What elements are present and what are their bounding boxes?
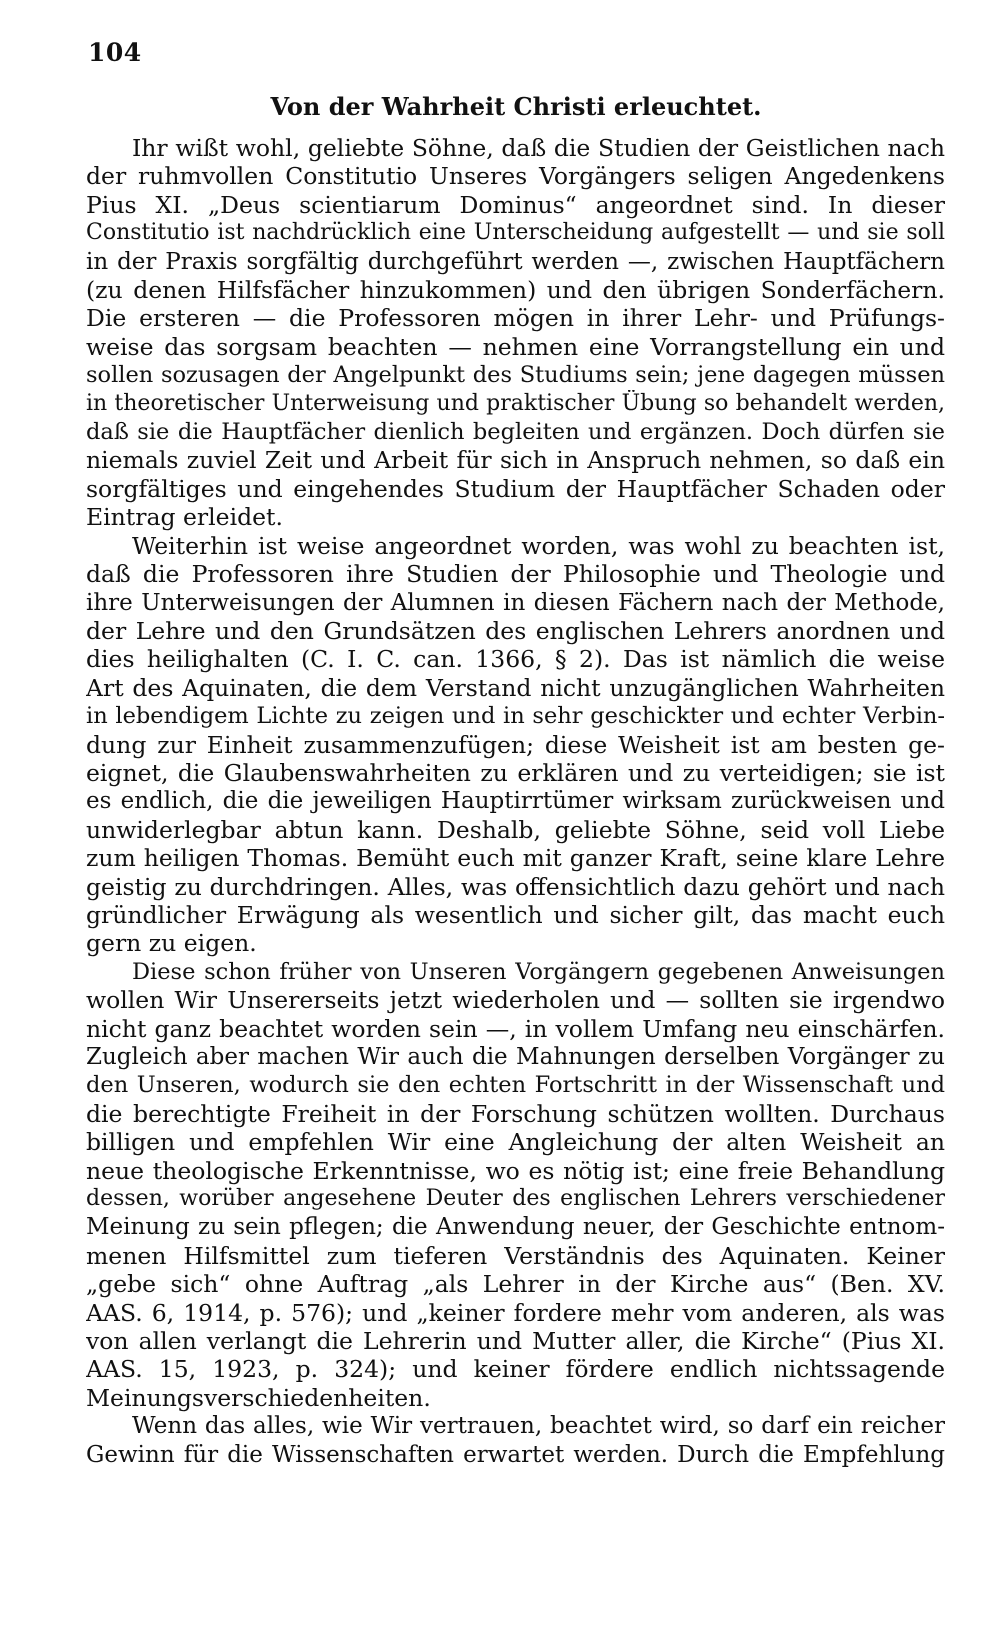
text-line: Ihr wißt wohl, geliebte Söhne, daß die Studien der Geistlichen nach: [132, 134, 945, 162]
text-line: weise das sorgsam beachten — nehmen eine Vorrangstellung ein und: [86, 332, 945, 361]
text-line: Pius XI. „Deus scientiarum Dominus“ angeordnet sind. In dieser: [86, 190, 945, 219]
section-heading: Von der Wahrheit Christi erleuchtet.: [270, 92, 762, 121]
text-line: gründlicher Erwägung als wesentlich und sicher gilt, das macht euch: [86, 900, 945, 929]
text-line: (zu denen Hilfsfächer hinzukommen) und den übrigen Sonderfächern.: [86, 276, 945, 305]
text-line: von allen verlangt die Lehrerin und Mutter aller, die Kirche“ (Pius XI.: [86, 1327, 945, 1356]
text-line: in lebendigem Lichte zu zeigen und in sehr geschickter und echter Verbin-: [86, 703, 945, 730]
paragraph: [86, 958, 945, 1413]
text-line: wollen Wir Unsererseits jetzt wiederholen und — sollten sie irgendwo: [86, 986, 945, 1015]
paragraph: [86, 134, 945, 532]
text-line: es endlich, die die jeweiligen Hauptirrtümer wirksam zurückweisen und: [86, 788, 945, 815]
body-text: [86, 134, 945, 1469]
text-line: daß die Professoren ihre Studien der Philosophie und Theologie und: [86, 560, 945, 589]
text-line: menen Hilfsmittel zum tieferen Verständnis des Aquinaten. Keiner: [86, 1241, 945, 1270]
text-line: sorgfältiges und eingehendes Studium der Hauptfächer Schaden oder: [86, 474, 945, 503]
text-line: in der Praxis sorgfältig durchgeführt werden —, zwischen Hauptfächern: [86, 248, 945, 275]
text-line: gern zu eigen.: [86, 929, 257, 958]
text-line: den Unseren, wodurch sie den echten Fortschritt in der Wissenschaft und: [86, 1072, 945, 1099]
text-line: Zugleich aber machen Wir auch die Mahnungen derselben Vorgänger zu: [86, 1044, 945, 1070]
paragraph: [86, 532, 945, 958]
text-line: in theoretischer Unterweisung und praktischer Übung so behandelt werden,: [86, 390, 945, 416]
text-line: Constitutio ist nachdrücklich eine Unterscheidung aufgestellt — und sie soll: [86, 220, 945, 246]
text-line: Diese schon früher von Unseren Vorgängern gegebenen Anweisungen: [132, 958, 945, 985]
text-line: Die ersteren — die Professoren mögen in ihrer Lehr- und Prüfungs-: [86, 304, 945, 333]
text-line: dessen, worüber angesehene Deuter des englischen Lehrers verschiedener: [86, 1186, 945, 1212]
text-line: neue theologische Erkenntnisse, wo es nötig ist; eine freie Behandlung: [86, 1156, 945, 1185]
page-number: 104: [88, 38, 142, 67]
text-line: Gewinn für die Wissenschaften erwartet werden. Durch die Empfehlung: [86, 1441, 945, 1468]
text-line: der ruhmvollen Constitutio Unseres Vorgängers seligen Angedenkens: [86, 162, 945, 191]
text-line: sollen sozusagen der Angelpunkt des Studiums sein; jene dagegen müssen: [86, 362, 945, 389]
text-line: Eintrag erleidet.: [86, 503, 283, 532]
text-line: dung zur Einheit zusammenzufügen; diese Weisheit ist am besten ge-: [86, 730, 945, 759]
text-line: Art des Aquinaten, die dem Verstand nicht unzugänglichen Wahrheiten: [86, 673, 945, 702]
text-line: der Lehre und den Grundsätzen des englischen Lehrers anordnen und: [86, 616, 945, 645]
text-line: „gebe sich“ ohne Auftrag „als Lehrer in der Kirche aus“ (Ben. XV.: [86, 1270, 945, 1299]
text-line: nicht ganz beachtet worden sein —, in vollem Umfang neu einschärfen.: [86, 1014, 945, 1043]
text-line: niemals zuviel Zeit und Arbeit für sich in Anspruch nehmen, so daß ein: [86, 446, 945, 475]
text-line: ihre Unterweisungen der Alumnen in diesen Fächern nach der Methode,: [86, 589, 945, 616]
paragraph: [86, 1412, 945, 1469]
text-line: Meinungsverschiedenheiten.: [86, 1383, 431, 1412]
text-line: Meinung zu sein pflegen; die Anwendung neuer, der Geschichte entnom-: [86, 1214, 945, 1241]
text-line: zum heiligen Thomas. Bemüht euch mit ganzer Kraft, seine klare Lehre: [86, 844, 945, 873]
text-line: daß sie die Hauptfächer dienlich begleiten und ergänzen. Doch dürfen sie: [86, 419, 945, 446]
text-line: billigen und empfehlen Wir eine Angleichung der alten Weisheit an: [86, 1128, 945, 1157]
text-line: eignet, die Glaubenswahrheiten zu erklären und zu verteidigen; sie ist: [86, 758, 945, 787]
text-line: dies heilighalten (C. I. C. can. 1366, § 2). Das ist nämlich die weise: [86, 645, 945, 674]
text-line: Weiterhin ist weise angeordnet worden, was wohl zu beachten ist,: [132, 531, 945, 560]
text-line: AAS. 15, 1923, p. 324); und keiner fördere endlich nichtssagende: [86, 1355, 945, 1384]
text-line: Wenn das alles, wie Wir vertrauen, beachtet wird, so darf ein reicher: [132, 1413, 945, 1440]
text-line: die berechtigte Freiheit in der Forschung schützen wollten. Durchaus: [86, 1099, 945, 1128]
text-line: geistig zu durchdringen. Alles, was offensichtlich dazu gehört und nach: [86, 872, 945, 901]
text-line: AAS. 6, 1914, p. 576); und „keiner fordere mehr vom anderen, als was: [86, 1298, 945, 1327]
text-line: unwiderlegbar abtun kann. Deshalb, geliebte Söhne, seid voll Liebe: [86, 815, 945, 844]
